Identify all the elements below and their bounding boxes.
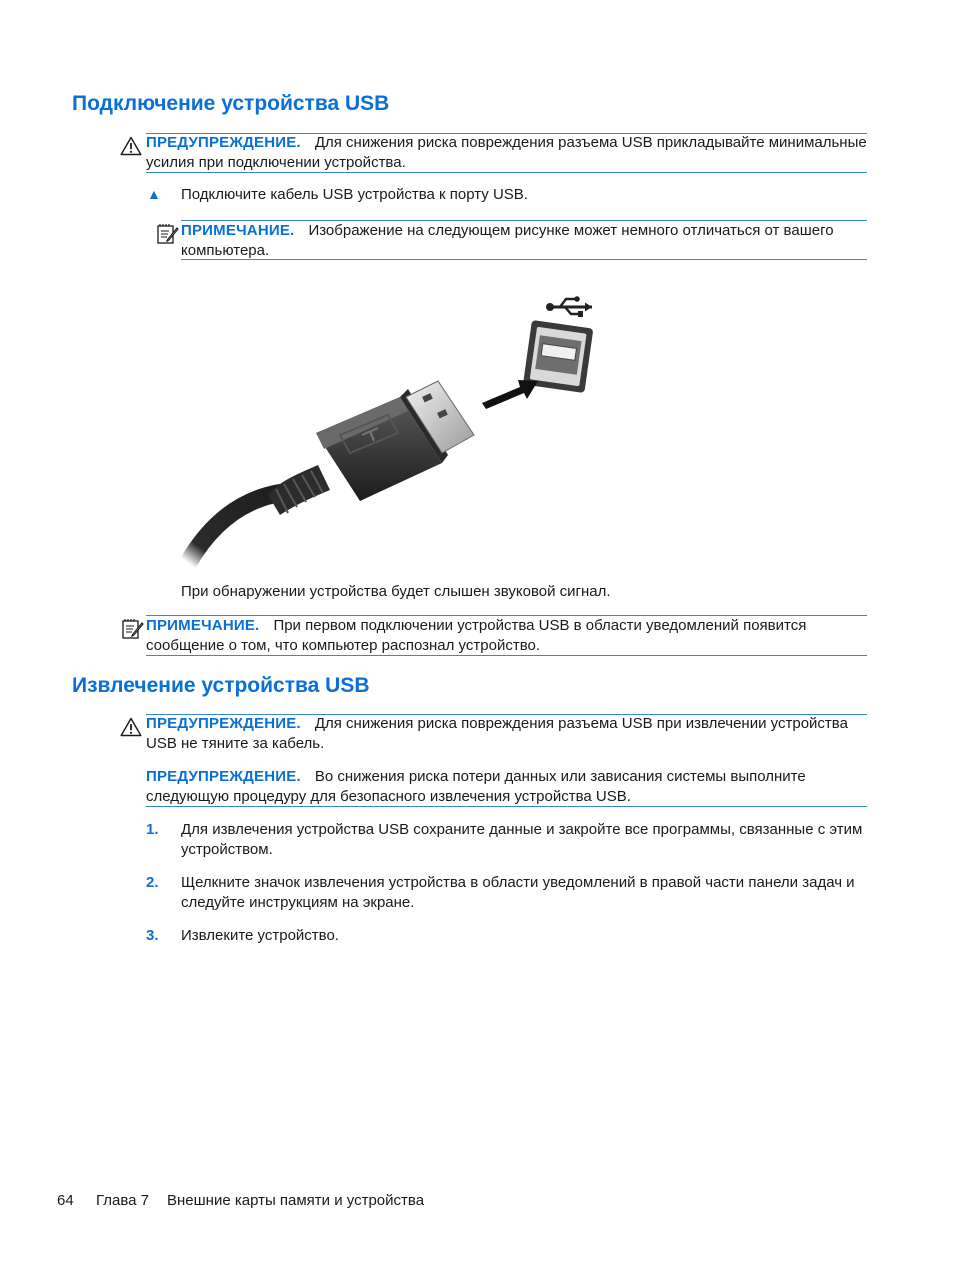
note-icon bbox=[121, 617, 145, 641]
warning2-text: Для снижения риска повреждения разъема USB при извлечении устройства USB не тяните за кабель. bbox=[146, 715, 848, 752]
warning3-label: ПРЕДУПРЕЖДЕНИЕ. bbox=[146, 768, 301, 785]
warning3-block bbox=[146, 767, 868, 806]
page-number: 64 bbox=[57, 1192, 74, 1209]
section-title-remove: Извлечение устройства USB bbox=[72, 674, 370, 697]
detection-caption: При обнаружении устройства будет слышен звуковой сигнал. bbox=[181, 583, 611, 600]
usb-symbol-icon bbox=[546, 296, 592, 317]
note2-text: При первом подключении устройства USB в области уведомлений появится сообщение о том, что компьютер распознал устройство. bbox=[146, 617, 807, 654]
step-text: Для извлечения устройства USB сохраните данные и закройте все программы, связанные с этим устройством. bbox=[181, 821, 863, 858]
note-icon bbox=[156, 222, 180, 246]
usb-connection-illustration bbox=[180, 285, 610, 570]
warning-block bbox=[146, 133, 868, 172]
chapter-label: Глава 7 bbox=[96, 1192, 150, 1209]
warning-icon bbox=[120, 717, 142, 737]
warning-rule-bottom bbox=[146, 172, 867, 173]
note-rule-bottom bbox=[181, 259, 867, 260]
warning3-rule-bottom bbox=[146, 806, 867, 807]
warning3-text: Во снижения риска потери данных или зависания системы выполните следующую процедуру для безопасного извлечения устройства USB. bbox=[146, 768, 806, 805]
step-number: 2. bbox=[146, 874, 159, 891]
note2-block bbox=[146, 616, 868, 655]
note-label: ПРИМЕЧАНИЕ. bbox=[181, 222, 295, 239]
warning-label: ПРЕДУПРЕЖДЕНИЕ. bbox=[146, 134, 301, 151]
note2-rule-bottom bbox=[146, 655, 867, 656]
chapter-title: Внешние карты памяти и устройства bbox=[167, 1192, 425, 1209]
strain-relief bbox=[268, 465, 330, 515]
step-number: 3. bbox=[146, 927, 159, 944]
warning2-label: ПРЕДУПРЕЖДЕНИЕ. bbox=[146, 715, 301, 732]
section-title-connect: Подключение устройства USB bbox=[72, 92, 390, 115]
insert-arrow bbox=[482, 380, 538, 409]
note-block bbox=[181, 221, 867, 260]
step-number: 1. bbox=[146, 821, 159, 838]
note-text: Изображение на следующем рисунке может немного отличаться от вашего компьютера. bbox=[181, 222, 834, 259]
usb-plug bbox=[316, 381, 474, 501]
step-bullet: ▲ bbox=[147, 186, 161, 202]
warning2-block bbox=[146, 714, 868, 753]
warning-text: Для снижения риска повреждения разъема USB прикладывайте минимальные усилия при подключении устройства. bbox=[146, 134, 867, 171]
step-text: Щелкните значок извлечения устройства в области уведомлений в правой части панели задач и следуйте инструкциям на экране. bbox=[181, 874, 855, 911]
step-text: Извлеките устройство. bbox=[181, 927, 339, 944]
warning-icon bbox=[120, 136, 142, 156]
step-text: Подключите кабель USB устройства к порту USB. bbox=[181, 186, 528, 203]
note2-label: ПРИМЕЧАНИЕ. bbox=[146, 617, 260, 634]
